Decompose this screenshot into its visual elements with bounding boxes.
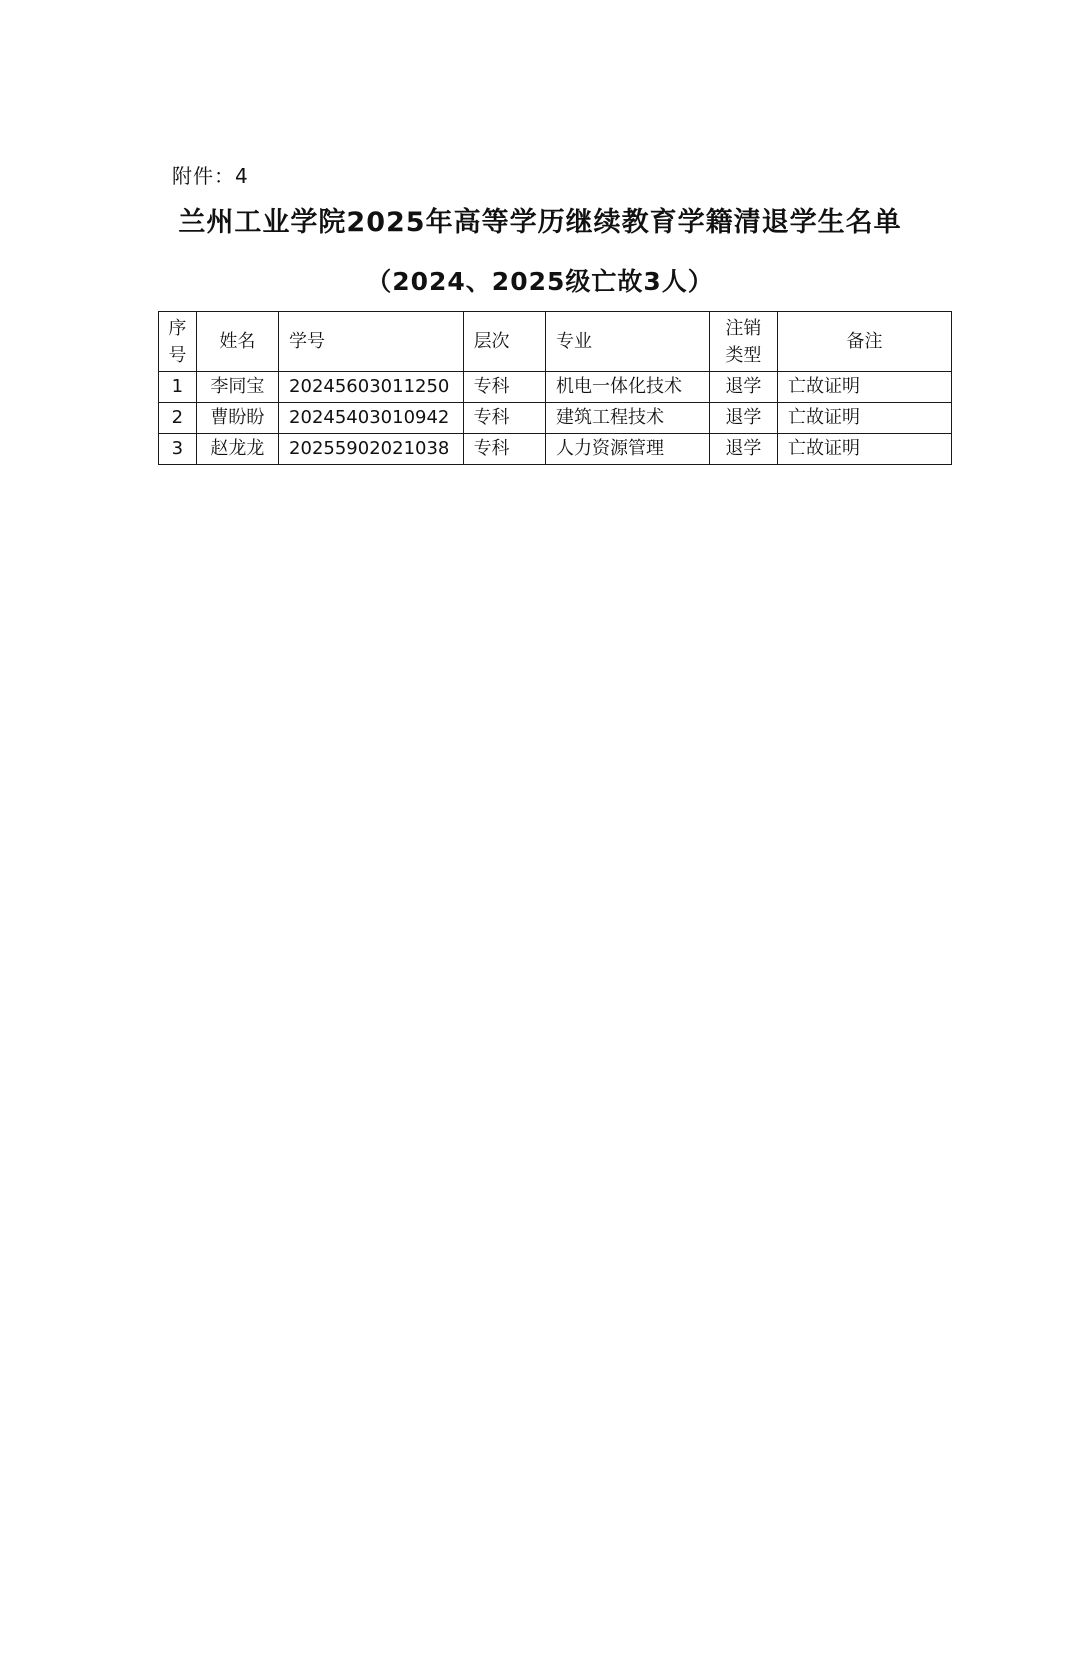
header-no [159, 312, 197, 372]
header-note: 备注 [777, 312, 951, 372]
header-student-id: 学号 [279, 312, 464, 372]
cell-no: 2 [159, 403, 197, 434]
cell-type: 退学 [709, 372, 777, 403]
document-subtitle: （2024、2025级亡故3人） [366, 267, 714, 296]
cell-type: 退学 [709, 434, 777, 465]
cell-level: 专科 [463, 403, 545, 434]
cell-no: 1 [159, 372, 197, 403]
cell-no: 3 [159, 434, 197, 465]
cell-type: 退学 [709, 403, 777, 434]
header-type-line2: 类型 [725, 344, 762, 366]
cell-name: 曹盼盼 [196, 403, 278, 434]
cell-major: 机电一体化技术 [545, 372, 709, 403]
table-row [159, 372, 952, 403]
cell-name: 赵龙龙 [196, 434, 278, 465]
cell-level: 专科 [463, 372, 545, 403]
table-header-row [159, 312, 952, 372]
cell-major: 人力资源管理 [545, 434, 709, 465]
table-row [159, 434, 952, 465]
cell-note: 亡故证明 [777, 372, 951, 403]
header-type [709, 312, 777, 372]
header-name: 姓名 [196, 312, 278, 372]
header-major: 专业 [545, 312, 709, 372]
cell-student-id: 20255902021038 [279, 434, 464, 465]
cell-note: 亡故证明 [777, 434, 951, 465]
cell-student-id: 20245603011250 [279, 372, 464, 403]
header-no-line1: 序 [168, 317, 187, 339]
header-type-line1: 注销 [725, 317, 762, 339]
cell-major: 建筑工程技术 [545, 403, 709, 434]
attachment-label: 附件：4 [172, 164, 249, 188]
cell-note: 亡故证明 [777, 403, 951, 434]
withdrawal-table [158, 311, 952, 465]
table-row [159, 403, 952, 434]
cell-student-id: 20245403010942 [279, 403, 464, 434]
cell-name: 李同宝 [196, 372, 278, 403]
cell-level: 专科 [463, 434, 545, 465]
header-no-line2: 号 [168, 344, 187, 366]
header-level: 层次 [463, 312, 545, 372]
document-title: 兰州工业学院2025年高等学历继续教育学籍清退学生名单 [178, 207, 902, 238]
